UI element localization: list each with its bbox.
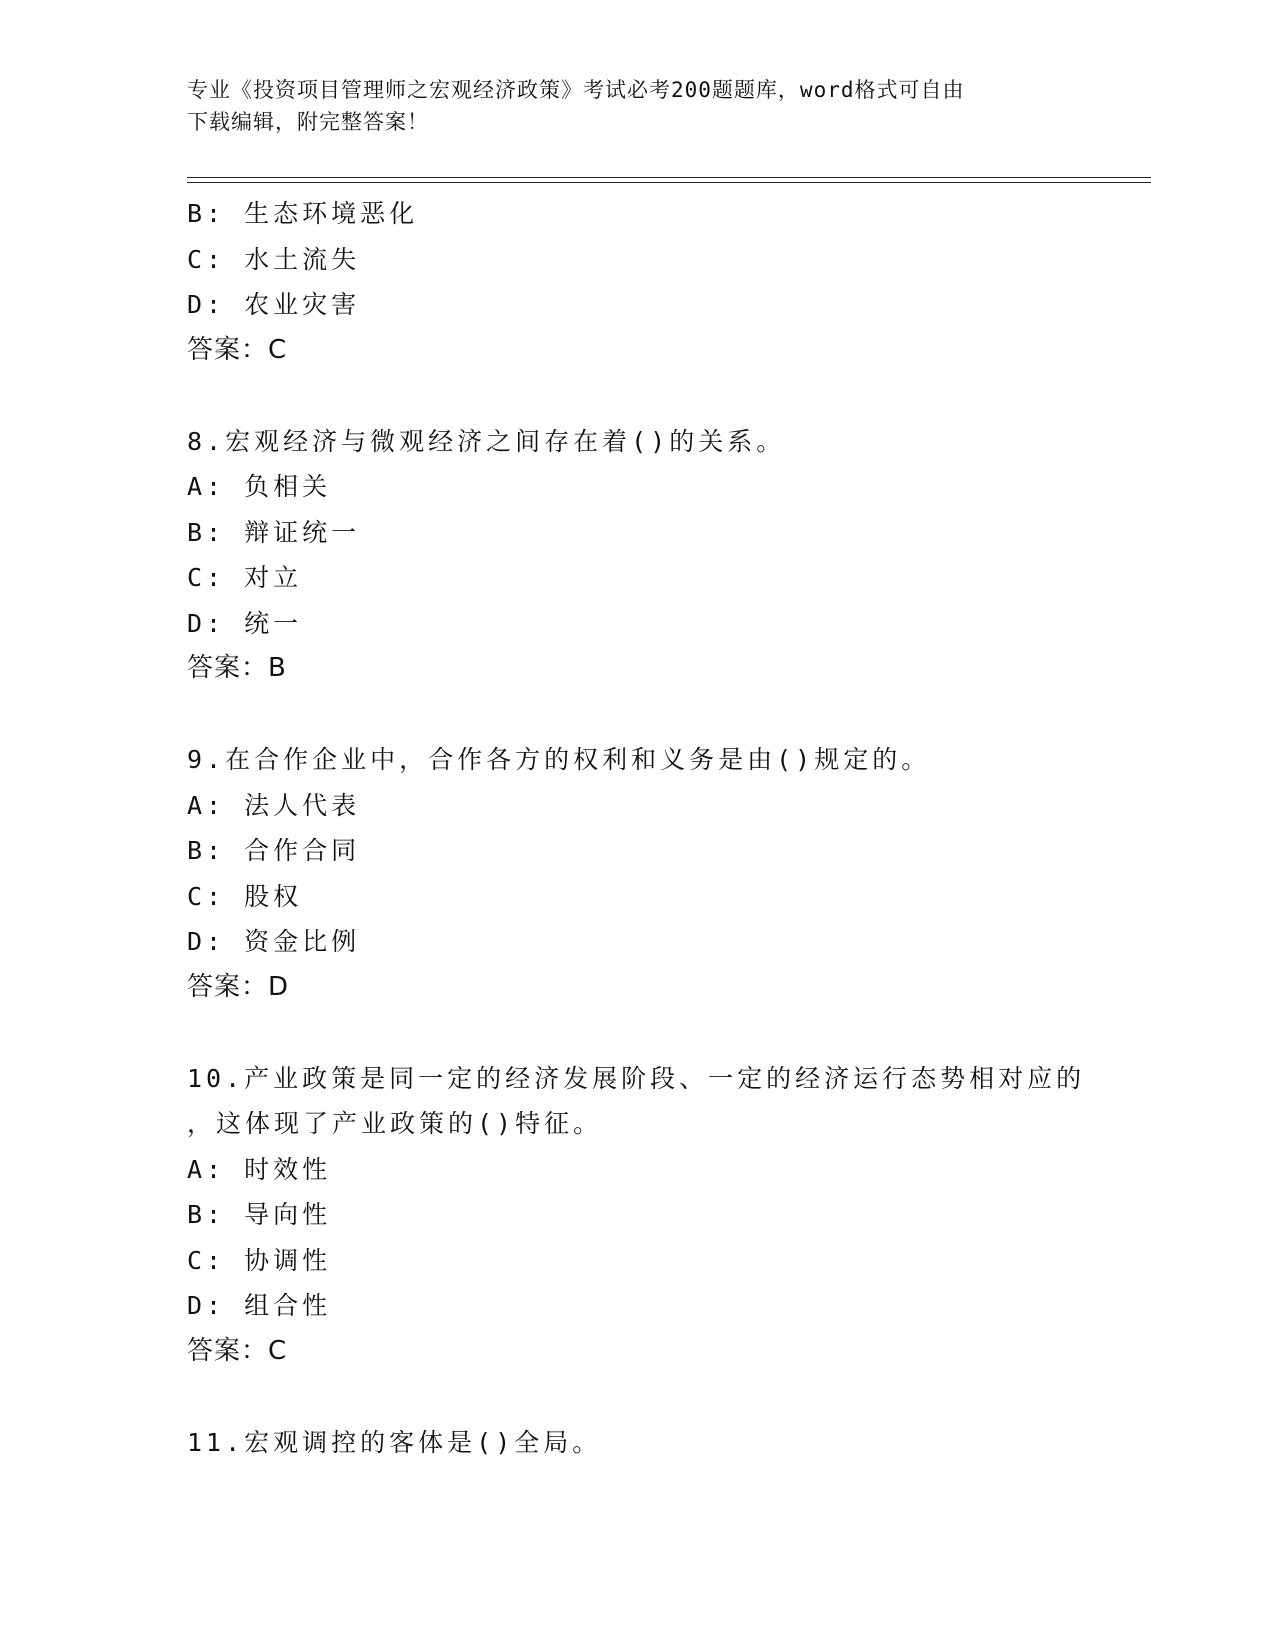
- option-c: C: 协调性: [187, 1245, 332, 1275]
- answer-line: 答案：B: [187, 653, 287, 683]
- option-d: D: 农业灾害: [187, 290, 361, 319]
- document-header: [187, 74, 1087, 138]
- header-divider-top: [187, 177, 1151, 178]
- option-a: A: 负相关: [187, 472, 332, 501]
- option-b: B: 合作合同: [187, 836, 361, 865]
- question-text: 8.宏观经济与微观经济之间存在着()的关系。: [187, 426, 786, 456]
- option-c: C: 对立: [187, 563, 303, 592]
- question-11: [187, 1420, 1127, 1466]
- question-text: 9.在合作企业中，合作各方的权利和义务是由()规定的。: [187, 745, 931, 774]
- question-10: [187, 1056, 1127, 1375]
- question-text: 11.宏观调控的客体是()全局。: [187, 1427, 602, 1457]
- question-text-line-1: 10.产业政策是同一定的经济发展阶段、一定的经济运行态势相对应的: [187, 1063, 1086, 1093]
- question-9: [187, 737, 1127, 1010]
- option-a: A: 时效性: [187, 1154, 332, 1184]
- header-line-1: 专业《投资项目管理师之宏观经济政策》考试必考200题题库，word格式可自由: [187, 78, 965, 102]
- question-8: [187, 419, 1127, 692]
- question-7-continued: [187, 191, 1127, 373]
- option-c: C: 股权: [187, 881, 303, 911]
- option-d: D: 统一: [187, 608, 303, 638]
- option-c: C: 水土流失: [187, 244, 361, 274]
- option-b: B: 辩证统一: [187, 517, 361, 547]
- header-divider-bottom: [187, 182, 1151, 183]
- option-d: D: 资金比例: [187, 927, 361, 956]
- option-b: B: 生态环境恶化: [187, 199, 419, 228]
- answer-line: 答案：C: [187, 334, 288, 365]
- option-d: D: 组合性: [187, 1291, 332, 1320]
- question-list: [187, 191, 1127, 1465]
- answer-line: 答案：D: [187, 971, 290, 1002]
- question-text-line-2: ，这体现了产业政策的()特征。: [187, 1109, 603, 1138]
- option-b: B: 导向性: [187, 1200, 332, 1229]
- answer-line: 答案：C: [187, 1335, 288, 1366]
- header-line-2: 下载编辑，附完整答案！: [187, 110, 429, 134]
- option-a: A: 法人代表: [187, 790, 361, 820]
